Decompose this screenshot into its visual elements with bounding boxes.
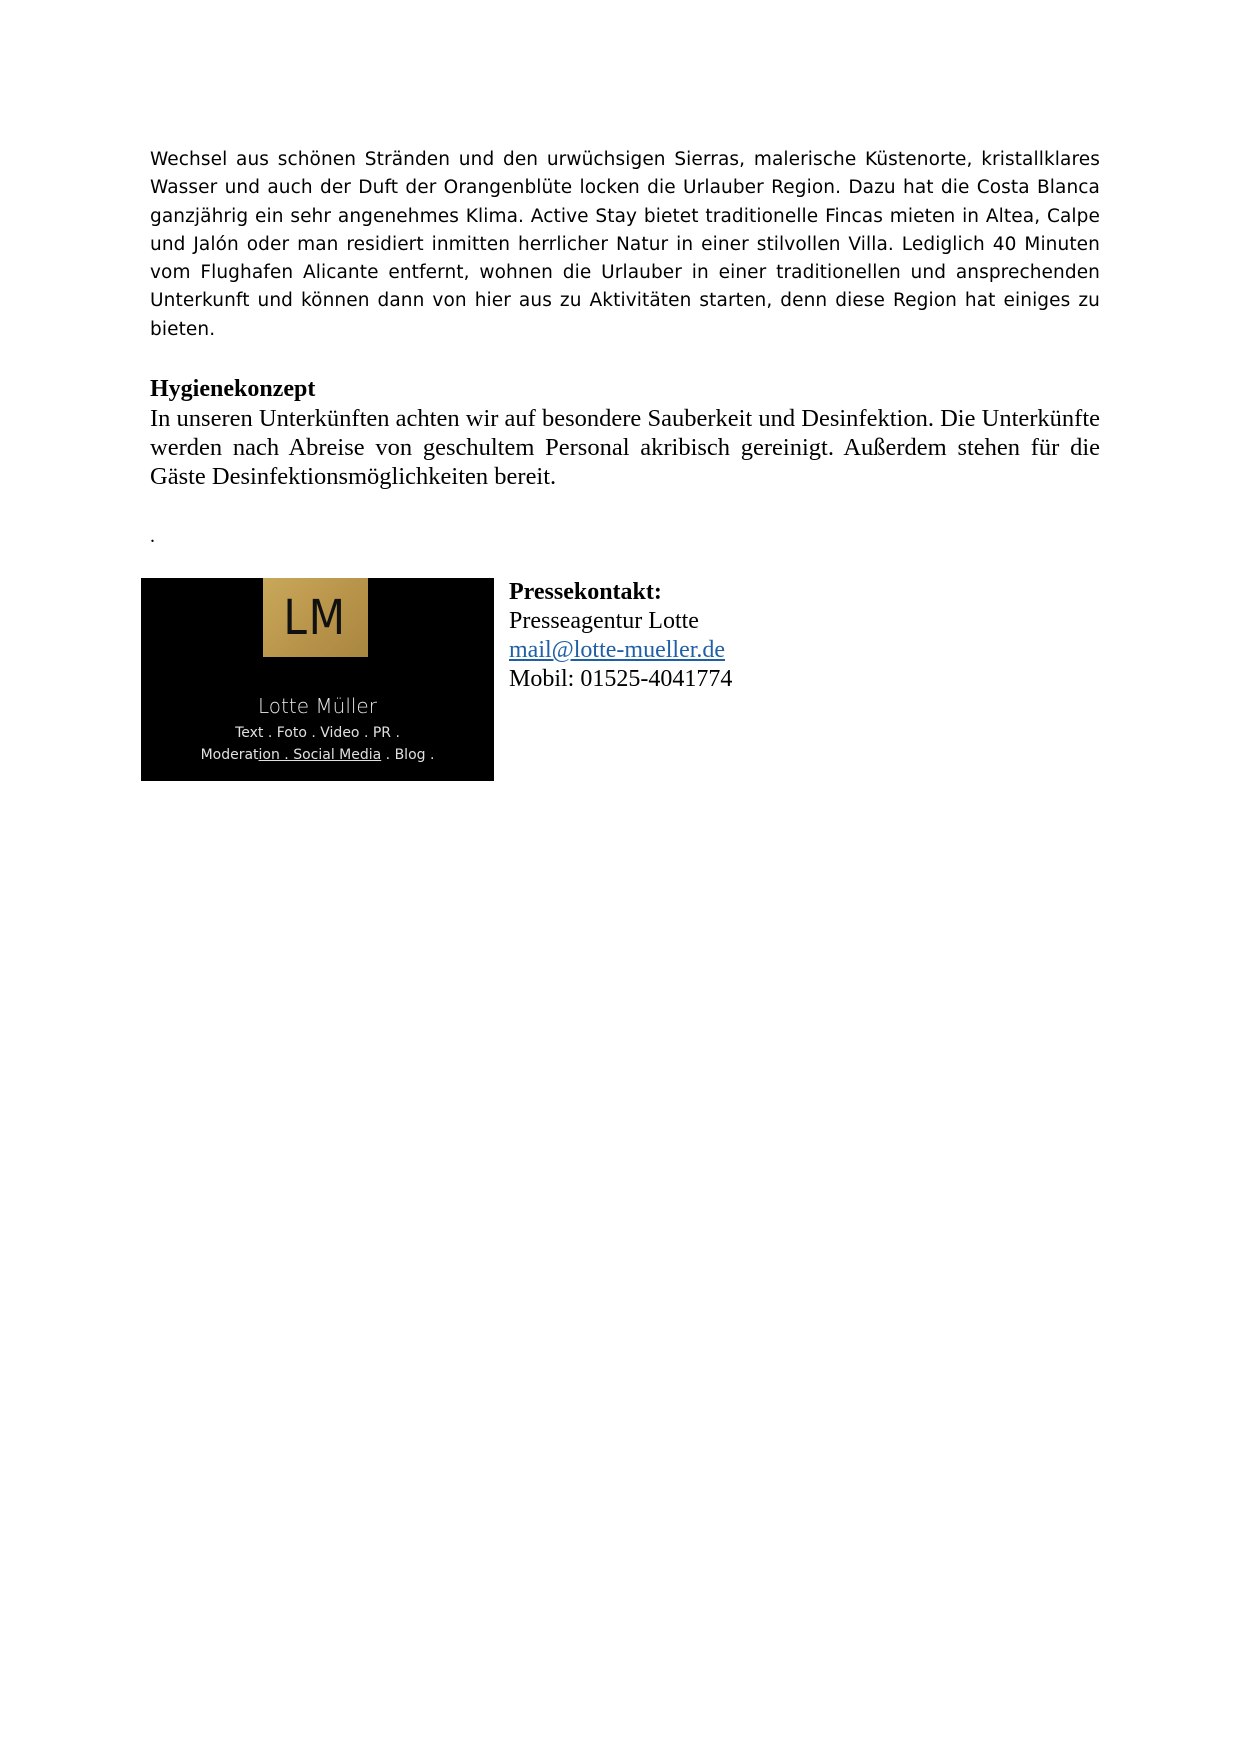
intro-paragraph: Wechsel aus schönen Stränden und den urwüchsigen Sierras, malerische Küstenorte, kristallklares Wasser und auch der Duft der Orangenblüte locken die Urlauber Region. Dazu hat die Costa Blanca ganzjährig ein sehr angenehmes Klima. Active Stay bietet traditionelle Fincas mieten in Altea, Calpe und Jalón oder man residiert inmitten herrlicher Natur in einer stilvollen Villa. Lediglich 40 Minuten vom Flughafen Alicante entfernt, wohnen die Urlauber in einer traditionellen und ansprechenden Unterkunft und können dann von hier aus zu Aktivitäten starten, denn diese Region hat einiges zu bieten. — [150, 149, 1100, 340]
press-contact-title: Pressekontakt: — [509, 579, 662, 605]
card-line2-part-b: ion . Social Media — [258, 747, 382, 763]
card-line2-part-c: . Blog . — [381, 747, 435, 763]
card-services-line: Text . Foto . Video . PR . — [235, 725, 400, 741]
card-line2-part-a: Moderat — [200, 747, 259, 763]
press-contact-block — [509, 578, 732, 694]
press-agency: Presseagentur Lotte — [509, 608, 699, 634]
hygiene-heading: Hygienekonzept — [150, 376, 316, 402]
business-card-image — [141, 578, 494, 781]
email-link[interactable]: mail@lotte-mueller.de — [509, 637, 726, 663]
logo-letters: LM — [283, 589, 348, 646]
hygiene-paragraph: In unseren Unterkünften achten wir auf besondere Sauberkeit und Desinfektion. Die Unterkünfte werden nach Abreise von geschultem Personal akribisch gereinigt. Außerdem stehen für die Gäste Desinfektionsmöglichkeiten bereit. — [150, 405, 1100, 490]
card-services-line-2 — [141, 746, 494, 764]
separator-dot: . — [150, 525, 155, 547]
card-name: Lotte Müller — [258, 694, 377, 718]
mobile-number: Mobil: 01525-4041774 — [509, 666, 733, 692]
lm-logo — [263, 578, 368, 657]
